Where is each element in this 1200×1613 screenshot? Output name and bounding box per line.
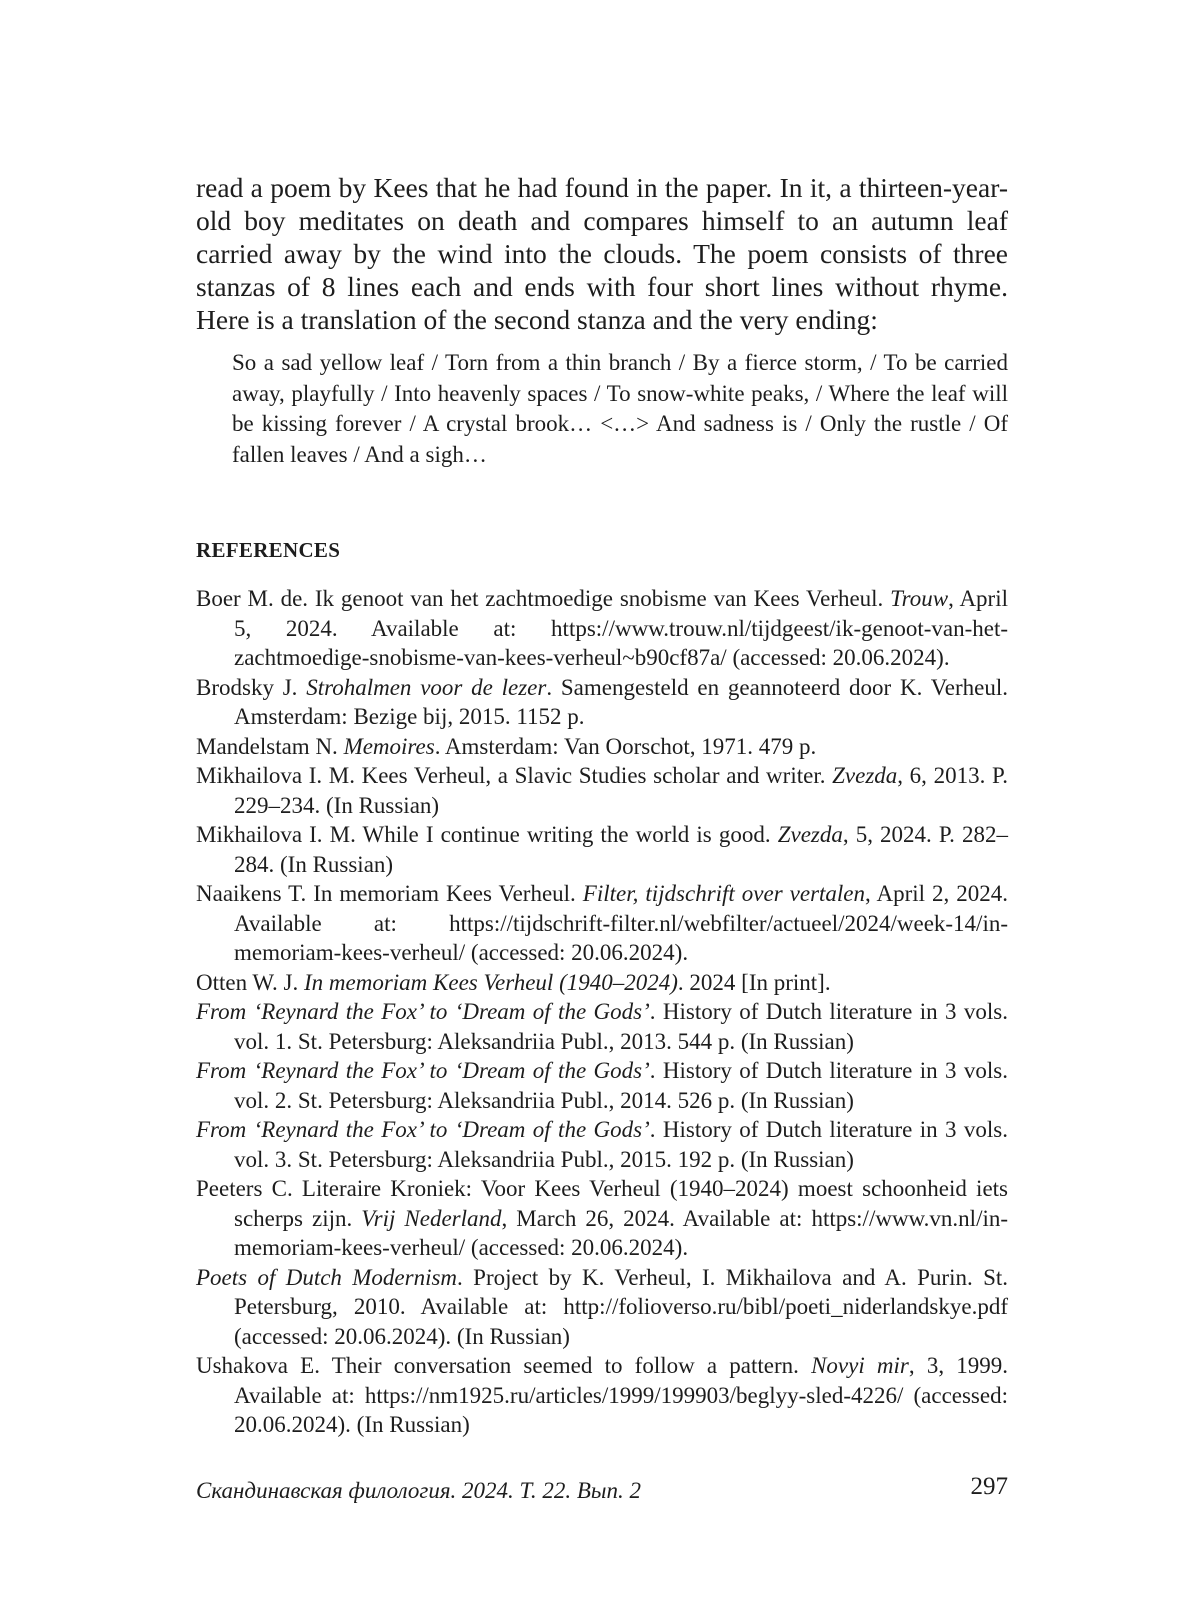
reference-item bbox=[196, 1174, 1008, 1263]
references-list bbox=[196, 584, 1008, 1440]
reference-text: . 2024 [In print]. bbox=[677, 969, 831, 995]
reference-text: . Samengesteld en geannoteerd door K. Verheul. Amsterdam: Bezige bij, 2015. 1152 p. bbox=[234, 674, 1008, 729]
reference-item bbox=[196, 1115, 1008, 1174]
reference-text: Ushakova E. Their conversation seemed to follow a pattern. bbox=[196, 1353, 812, 1378]
poem-quote: So a sad yellow leaf / Torn from a thin branch / By a fierce storm, / To be carried away, playfully / Into heavenly spaces / To snow-white peaks, / Where the leaf will be kissing forever / A crystal brook… <…> And sadness is / Only the rustle / Of fallen leaves / And a sigh… bbox=[232, 350, 1008, 467]
reference-text: , 3, 1999. Available at: https://nm1925.ru/articles/1999/199903/beglyy-sled-4226/ (accessed: 20.06.2024). (In Russian) bbox=[234, 1353, 1009, 1437]
reference-text: , 5, 2024. P. 282–284. (In Russian) bbox=[234, 822, 1009, 877]
journal-title: Скандинавская филология. 2024. Т. 22. Вып. 2 bbox=[196, 1478, 642, 1503]
reference-italic-title: From ‘Reynard the Fox’ to ‘Dream of the Gods’ bbox=[196, 1058, 650, 1083]
reference-item bbox=[196, 673, 1008, 732]
reference-text: Mikhailova I. M. Kees Verheul, a Slavic Studies scholar and writer. bbox=[196, 763, 833, 788]
reference-text: Boer M. de. Ik genoot van het zachtmoedige snobisme van Kees Verheul. bbox=[196, 586, 891, 611]
reference-italic-title: Filter, tijdschrift over vertalen bbox=[582, 881, 866, 906]
reference-text: , March 26, 2024. Available at: https://www.vn.nl/in-memoriam-kees-verheul/ (accessed: 20.06.2024). bbox=[234, 1205, 1009, 1260]
reference-text: , 6, 2013. P. 229–234. (In Russian) bbox=[234, 763, 1008, 818]
reference-italic-title: Memoires bbox=[343, 733, 435, 759]
page-number: 297 bbox=[970, 1473, 1008, 1500]
reference-text: Brodsky J. bbox=[196, 674, 307, 700]
reference-item bbox=[196, 997, 1008, 1056]
reference-text: . Amsterdam: Van Oorschot, 1971. 479 p. bbox=[434, 733, 817, 759]
reference-text: Peeters C. Literaire Kroniek: Voor Kees Verheul (1940–2024) moest schoonheid iets scherps zijn. bbox=[196, 1176, 1008, 1231]
body-paragraph: read a poem by Kees that he had found in the paper. In it, a thirteen-year-old boy meditates on death and compares himself to an autumn leaf carried away by the wind into the clouds. The poem consists of three stanzas of 8 lines each and ends with four short lines without rhyme. Here is a translation of the second stanza and the very ending: bbox=[196, 172, 1008, 335]
reference-italic-title: Zvezda bbox=[832, 763, 898, 788]
reference-text: , April 5, 2024. Available at: https://www.trouw.nl/tijdgeest/ik-genoot-van-het-zachtmoedige-snobisme-van-kees-verheul~b90cf87a/ (accessed: 20.06.2024). bbox=[234, 586, 1008, 670]
reference-text: . History of Dutch literature in 3 vols. vol. 2. St. Petersburg: Aleksandriia Publ., 2014. 526 p. (In Russian) bbox=[234, 1058, 1008, 1113]
reference-item bbox=[196, 820, 1008, 879]
reference-item bbox=[196, 1351, 1008, 1440]
page-content bbox=[196, 171, 1008, 1440]
reference-italic-title: From ‘Reynard the Fox’ to ‘Dream of the Gods’ bbox=[196, 999, 650, 1024]
reference-text: , April 2, 2024. Available at: https://tijdschrift-filter.nl/webfilter/actueel/2024/week-14/in-memoriam-kees-verheul/ (accessed: 20.06.2024). bbox=[234, 881, 1008, 965]
reference-italic-title: From ‘Reynard the Fox’ to ‘Dream of the Gods’ bbox=[196, 1117, 650, 1142]
references-heading: REFERENCES bbox=[196, 538, 341, 562]
reference-italic-title: Vrij Nederland bbox=[361, 1205, 502, 1231]
reference-text: Mandelstam N. bbox=[196, 733, 344, 759]
reference-item bbox=[196, 1056, 1008, 1115]
reference-italic-title: Trouw bbox=[890, 586, 949, 611]
reference-italic-title: Zvezda bbox=[777, 822, 843, 847]
reference-text: Otten W. J. bbox=[196, 969, 304, 995]
reference-italic-title: Strohalmen voor de lezer bbox=[306, 674, 547, 700]
reference-item bbox=[196, 732, 1008, 762]
reference-item bbox=[196, 761, 1008, 820]
reference-italic-title: Novyi mir bbox=[811, 1353, 909, 1378]
reference-italic-title: In memoriam Kees Verheul (1940–2024) bbox=[303, 969, 678, 995]
reference-text: . History of Dutch literature in 3 vols. vol. 3. St. Petersburg: Aleksandriia Publ., 2015. 192 p. (In Russian) bbox=[234, 1117, 1008, 1172]
reference-item bbox=[196, 968, 1008, 998]
reference-text: Naaikens T. In memoriam Kees Verheul. bbox=[196, 881, 583, 906]
reference-item bbox=[196, 1263, 1008, 1352]
reference-item bbox=[196, 584, 1008, 673]
reference-text: . History of Dutch literature in 3 vols. vol. 1. St. Petersburg: Aleksandriia Publ., 2013. 544 p. (In Russian) bbox=[234, 999, 1008, 1054]
reference-text: . Project by K. Verheul, I. Mikhailova and A. Purin. St. Petersburg, 2010. Available at: http://folioverso.ru/bibl/poeti_niderlandskye.pdf (accessed: 20.06.2024). (In Russian) bbox=[234, 1264, 1009, 1349]
reference-italic-title: Poets of Dutch Modernism bbox=[196, 1264, 458, 1290]
reference-text: Mikhailova I. M. While I continue writing the world is good. bbox=[196, 822, 778, 847]
reference-item bbox=[196, 879, 1008, 968]
